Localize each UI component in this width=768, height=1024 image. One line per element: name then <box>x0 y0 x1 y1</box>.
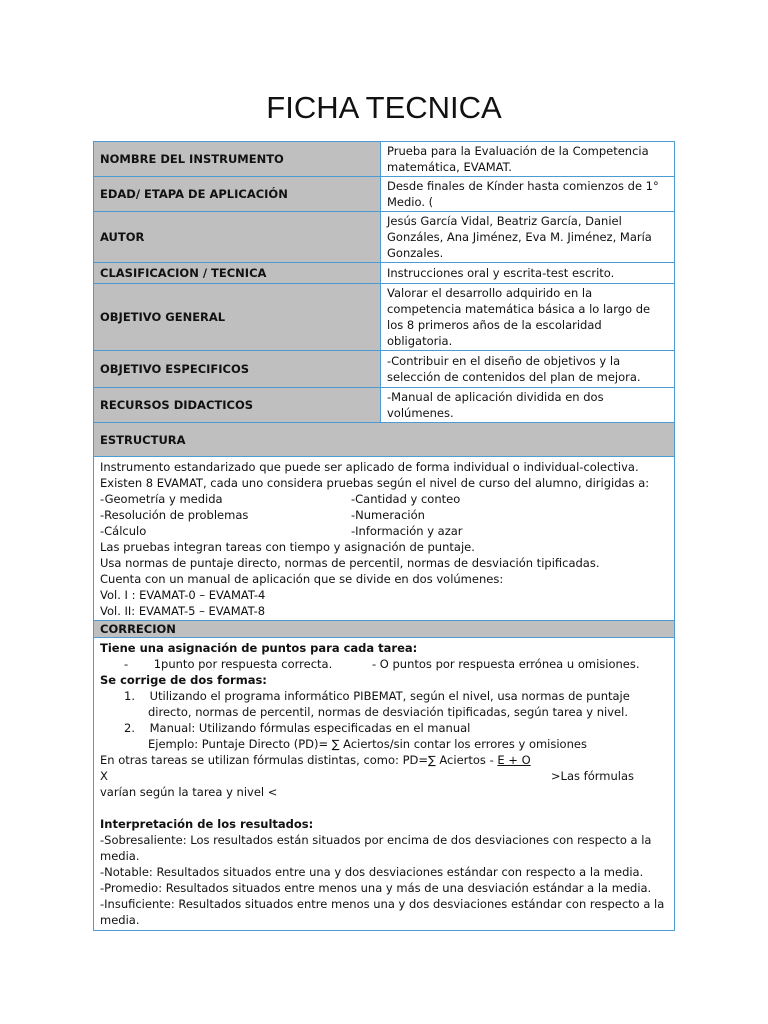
area-item: -Cálculo <box>100 524 147 538</box>
row-value-clasificacion: Instrucciones oral y escrita-test escrito. <box>381 263 675 284</box>
table-row <box>94 423 675 457</box>
row-label-clasificacion: CLASIFICACION / TECNICA <box>94 263 381 284</box>
row-label-recursos: RECURSOS DIDACTICOS <box>94 388 381 423</box>
table-row <box>94 212 675 263</box>
table-row <box>94 621 675 638</box>
formula-line <box>100 752 668 768</box>
correcion-line: Se corrige de dos formas: <box>100 673 267 687</box>
row-label-objetivo-general: OBJETIVO GENERAL <box>94 284 381 351</box>
estructura-intro-1: Instrumento estandarizado que puede ser aplicado de forma individual o individual-colectiva. <box>100 460 639 474</box>
page-title: FICHA TECNICA <box>266 90 502 125</box>
method-item-1-cont: directo, normas de percentil, normas de desviación tipificadas, según tarea y nivel. <box>148 705 628 719</box>
section-heading-estructura: ESTRUCTURA <box>94 423 675 457</box>
table-row <box>94 638 675 931</box>
row-value-autor: Jesús García Vidal, Beatriz García, Daniel Gonzáles, Ana Jiménez, Eva M. Jiménez, María Gonzales. <box>381 212 675 263</box>
method-item-2: 2. Manual: Utilizando fórmulas especificadas en el manual <box>124 721 471 735</box>
table-row <box>94 388 675 423</box>
estructura-line: Usa normas de puntaje directo, normas de percentil, normas de desviación tipificadas. <box>100 556 600 570</box>
result-level-cont: media. <box>100 849 140 863</box>
result-level: -Notable: Resultados situados entre una y dos desviaciones estándar con respecto a la media. <box>100 865 644 879</box>
formula-denominator: X <box>100 769 108 783</box>
row-label-edad: EDAD/ ETAPA DE APLICACIÓN <box>94 177 381 212</box>
estructura-intro-2: Existen 8 EVAMAT, cada uno considera pruebas según el nivel de curso del alumno, dirigidas a: <box>100 476 650 490</box>
row-value-objetivo-general: Valorar el desarrollo adquirido en la competencia matemática básica a lo largo de los 8 primeros años de la escolaridad obligatoria. <box>381 284 675 351</box>
area-row <box>100 491 668 507</box>
correcion-body <box>94 638 675 931</box>
result-level: -Promedio: Resultados situados entre menos una y más de una desviación estándar a la media. <box>100 881 652 895</box>
area-item: -Cantidad y conteo <box>351 492 461 506</box>
formula-note-cont: varían según la tarea y nivel < <box>100 785 278 799</box>
row-value-nombre: Prueba para la Evaluación de la Competencia matemática, EVAMAT. <box>381 142 675 177</box>
area-item: -Información y azar <box>351 524 463 538</box>
interpretation-heading: Interpretación de los resultados: <box>100 817 314 831</box>
row-value-recursos: -Manual de aplicación dividida en dos volúmenes. <box>381 388 675 423</box>
estructura-line: Las pruebas integran tareas con tiempo y asignación de puntaje. <box>100 540 475 554</box>
table-row <box>94 284 675 351</box>
row-value-objetivo-especificos: -Contribuir en el diseño de objetivos y la selección de contenidos del plan de mejora. <box>381 351 675 388</box>
result-level: -Sobresaliente: Los resultados están situados por encima de dos desviaciones con respecto a la <box>100 833 652 847</box>
table-row <box>94 351 675 388</box>
blank-line <box>100 800 668 816</box>
result-level-cont: media. <box>100 913 140 927</box>
area-item: -Numeración <box>351 508 425 522</box>
points-correct: - 1punto por respuesta correcta. <box>124 657 333 671</box>
formula-text: En otras tareas se utilizan fórmulas distintas, como: PD=∑ Aciertos - <box>100 753 498 767</box>
row-label-autor: AUTOR <box>94 212 381 263</box>
area-row <box>100 523 668 539</box>
row-label-nombre: NOMBRE DEL INSTRUMENTO <box>94 142 381 177</box>
method-item-2-example: Ejemplo: Puntaje Directo (PD)= ∑ Aciertos/sin contar los errores y omisiones <box>148 737 587 751</box>
area-row <box>100 507 668 523</box>
estructura-line: Cuenta con un manual de aplicación que se divide en dos volúmenes: <box>100 572 504 586</box>
formula-numerator: E + O <box>497 753 531 767</box>
formula-denominator-row <box>100 768 668 784</box>
section-heading-correcion: CORRECION <box>94 621 675 638</box>
result-level: -Insuficiente: Resultados situados entre menos una y dos desviaciones estándar con respecto a la <box>100 897 665 911</box>
correcion-line: Tiene una asignación de puntos para cada tarea: <box>100 641 418 655</box>
row-label-objetivo-especificos: OBJETIVO ESPECIFICOS <box>94 351 381 388</box>
volume-line: Vol. II: EVAMAT-5 – EVAMAT-8 <box>100 604 266 618</box>
area-item: -Resolución de problemas <box>100 508 249 522</box>
ficha-table <box>93 141 675 931</box>
points-wrong: - O puntos por respuesta errónea u omisiones. <box>372 657 640 671</box>
table-row <box>94 177 675 212</box>
volume-line: Vol. I : EVAMAT-0 – EVAMAT-4 <box>100 588 266 602</box>
area-item: -Geometría y medida <box>100 492 223 506</box>
row-value-edad: Desde finales de Kínder hasta comienzos de 1° Medio. ( <box>381 177 675 212</box>
method-item-1: 1. Utilizando el programa informático PIBEMAT, según el nivel, usa normas de puntaje <box>124 689 630 703</box>
points-row <box>100 656 668 672</box>
table-row <box>94 263 675 284</box>
table-row <box>94 142 675 177</box>
formula-note: >Las fórmulas <box>550 769 634 783</box>
estructura-body <box>94 457 675 621</box>
table-row <box>94 457 675 621</box>
